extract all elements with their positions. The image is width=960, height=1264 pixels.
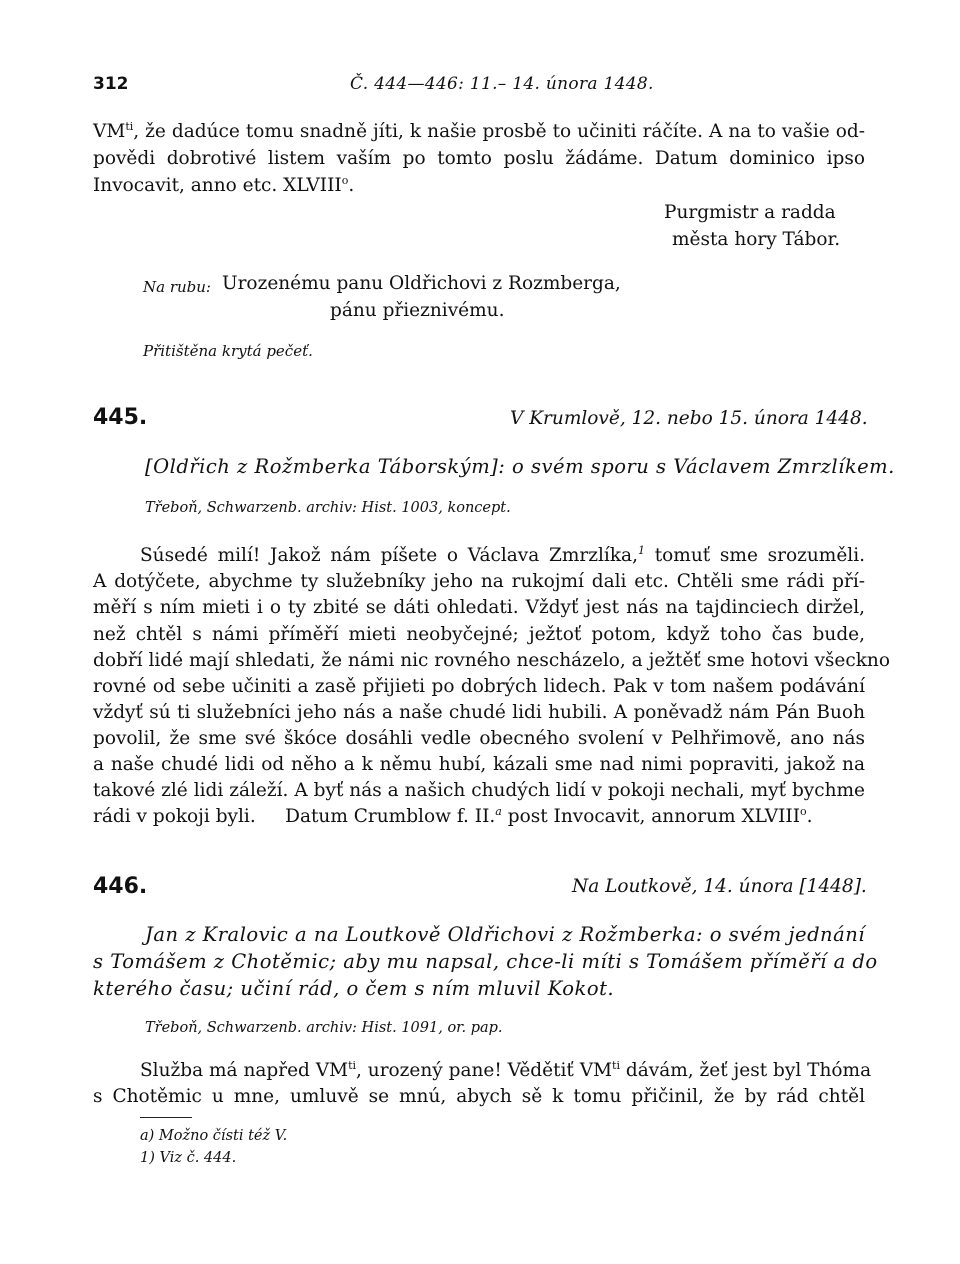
doc446-number: 446.: [93, 874, 148, 899]
text: .: [806, 806, 813, 827]
doc446-line-2: s Chotěmic u mne, umluvě se mnú, abych sě k tomu přičinil, že by rád chtěl: [93, 1086, 865, 1107]
rubu-address-2: pánu přieznivému.: [330, 300, 505, 321]
doc445-line-1: [140, 545, 865, 566]
doc445-line-7: vždyť sú ti služebníci jeho nás a naše chudé lidi hubili. A poněvadž nám Pán Buoh: [93, 702, 865, 723]
footnote-ref: 1: [637, 543, 645, 557]
superscript: o: [341, 173, 349, 187]
doc445-line-6: rovné od sebe učiniti a zasě přijieti po dobrých lidech. Pak v tom našem podávání: [93, 676, 865, 697]
signature-line-1: Purgmistr a radda: [664, 202, 836, 223]
signature-line-2: města hory Tábor.: [672, 229, 841, 250]
doc445-line-10: takové zlé lidi záleží. A byť nás a našich chudých lidí v pokoji nechali, myť bychme: [93, 780, 865, 801]
running-title: Č. 444—446: 11.– 14. února 1448.: [350, 74, 654, 94]
doc446-place-date: Na Loutkově, 14. února [1448].: [572, 876, 867, 897]
rubu-label: Na rubu:: [143, 278, 211, 296]
footnote-rule: [140, 1117, 192, 1118]
footnote-1: 1) Viz č. 444.: [140, 1150, 237, 1166]
doc445-line-8: povolil, že sme své škóce dosáhli vedle obecného svolení v Pelhřimově, ano nás: [93, 728, 865, 749]
text: povědi dobrotivé listem vaším po tomto poslu žádáme. Datum dominico ipso: [93, 148, 865, 169]
doc446-summary-1: Jan z Kralovic a na Loutkově Oldřichovi z Rožmberka: o svém jednání: [145, 923, 866, 946]
doc445-line-9: a naše chudé lidi od něho a k němu hubí, kázali sme nad nimi popraviti, jakož na: [93, 754, 865, 775]
doc445-line-11: [93, 806, 813, 827]
doc444-line-3: [93, 175, 354, 196]
doc445-line-3: měří s ním mieti i o ty zbité se dáti ohledati. Vždyť jest nás na tajdinciech diržel,: [93, 597, 865, 618]
text: , urozený pane! Vědětiť VM: [356, 1060, 613, 1081]
doc446-source: Třeboň, Schwarzenb. archiv: Hist. 1091, or. pap.: [145, 1020, 503, 1036]
text: tomuť sme srozuměli.: [644, 545, 865, 566]
superscript: o: [800, 804, 807, 818]
doc446-summary-3: kterého času; učiní rád, o čem s ním mluvil Kokot.: [93, 977, 615, 1000]
doc445-source: Třeboň, Schwarzenb. archiv: Hist. 1003, koncept.: [145, 500, 511, 516]
seal-note: Přitištěna krytá pečeť.: [143, 342, 313, 360]
doc445-number: 445.: [93, 405, 148, 430]
doc445-line-5: dobří lidé mají shledati, že námi nic rovného nescházelo, a ježtěť sme hotovi všeckno: [93, 650, 890, 671]
doc446-summary-2: s Tomášem z Chotěmic; aby mu napsal, chce-li míti s Tomášem příměří a do: [93, 950, 878, 973]
doc445-place-date: V Krumlově, 12. nebo 15. února 1448.: [510, 408, 868, 429]
text: Súsedé milí! Jakož nám píšete o Václava Zmrzlíka,: [140, 545, 638, 566]
superscript: ti: [612, 1058, 620, 1072]
text: post Invocavit, annorum XLVIII: [501, 806, 801, 827]
text: rádi v pokoji byli. Datum Crumblow f. II.: [93, 806, 496, 827]
text: VM: [93, 121, 126, 142]
text: Invocavit, anno etc. XLVIII: [93, 175, 342, 196]
doc446-line-1: [140, 1058, 872, 1081]
footnote-ref: a: [495, 804, 502, 818]
rubu-address-1: Urozenému panu Oldřichovi z Rozmberga,: [222, 273, 621, 294]
doc445-summary: [Oldřich z Rožmberka Táborským]: o svém sporu s Václavem Zmrzlíkem.: [145, 455, 895, 478]
superscript: ti: [125, 119, 134, 133]
text: dávám, žeť jest byl Thóma: [620, 1060, 872, 1081]
doc444-line-1: [93, 121, 865, 142]
text: , že dadúce tomu snadně jíti, k našie prosbě to učiniti ráčíte. A na to vašie od-: [133, 121, 865, 142]
footnote-a: a) Možno čísti též V.: [140, 1128, 288, 1144]
text: .: [348, 175, 355, 196]
doc445-line-4: než chtěl s námi příměří mieti neobyčejné; ježtoť potom, když toho čas bude,: [93, 624, 865, 645]
doc444-line-2: [93, 148, 865, 169]
superscript: ti: [348, 1058, 357, 1072]
doc445-line-2: A dotýčete, abychme ty služebníky jeho na rukojmí dali etc. Chtěli sme rádi pří-: [93, 571, 865, 592]
text: Služba má napřed VM: [140, 1060, 349, 1081]
page-number: 312: [93, 74, 129, 94]
